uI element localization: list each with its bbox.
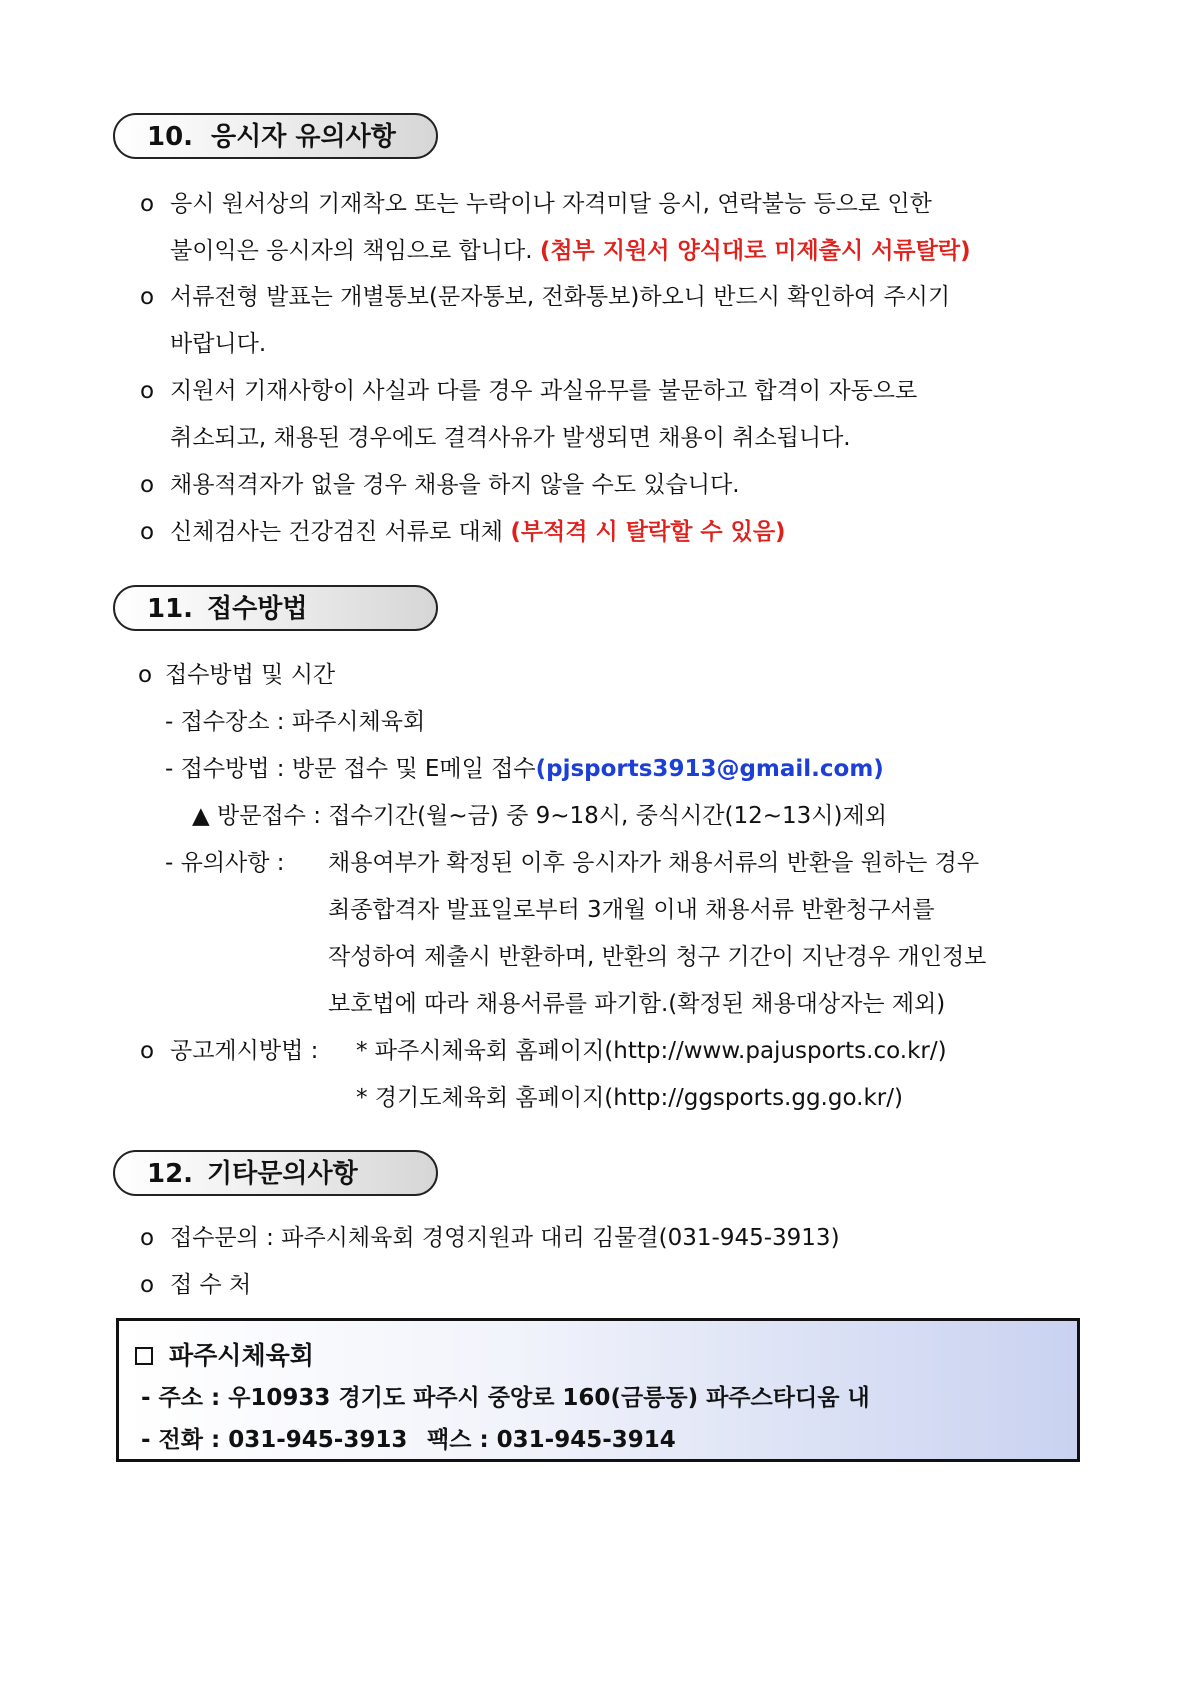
checkbox-square-icon [135, 1347, 153, 1365]
s11-note-line-3: 작성하여 제출시 반환하며, 반환의 청구 기간이 지난경우 개인정보 [328, 944, 987, 970]
s11-note-line-1: 채용여부가 확정된 이후 응시자가 채용서류의 반환을 원하는 경우 [328, 850, 980, 876]
section-11-title: 접수방법 [207, 594, 308, 624]
s11-site-2: * 경기도체육회 홈페이지(http://ggsports.gg.go.kr/) [356, 1085, 903, 1111]
contact-org: 파주시체육회 [169, 1341, 314, 1370]
s10-item-5-red-note: (부적격 시 탈락할 수 있음) [510, 519, 786, 545]
s10-item-1-line-1: 응시 원서상의 기재착오 또는 누락이나 자격미달 응시, 연락불능 등으로 인한 [170, 191, 932, 217]
bullet: o [140, 472, 155, 498]
s11-note-line-2: 최종합격자 발표일로부터 3개월 이내 채용서류 반환청구서를 [328, 897, 935, 923]
triangle-icon: ▲ [192, 803, 210, 829]
s12-inquiry: 접수문의 : 파주시체육회 경영지원과 대리 김물결(031-945-3913) [170, 1225, 840, 1251]
section-12-title: 기타문의사항 [207, 1159, 358, 1189]
section-11-header [113, 585, 438, 631]
contact-fax: 팩스 : 031-945-3914 [427, 1427, 676, 1453]
bullet: o [140, 284, 155, 310]
s12-place: 접 수 처 [170, 1272, 252, 1298]
contact-box [116, 1318, 1080, 1462]
s11-head: 접수방법 및 시간 [165, 662, 336, 688]
section-10-title: 응시자 유의사항 [211, 122, 396, 152]
s11-email: (pjsports3913@gmail.com) [535, 756, 884, 782]
section-10-number: 10. [147, 122, 194, 152]
s10-item-5: 신체검사는 건강검진 서류로 대체 (부적격 시 탈락할 수 있음) [170, 519, 786, 545]
s11-visit: ▲ 방문접수 : 접수기간(월~금) 중 9~18시, 중식시간(12~13시)제외 [192, 803, 887, 829]
s10-item-1-line-2: 불이익은 응시자의 책임으로 합니다. (첨부 지원서 양식대로 미제출시 서류탈락) [170, 238, 971, 264]
bullet: o [140, 1038, 155, 1064]
s10-item-2-line-2: 바랍니다. [170, 331, 267, 357]
contact-address: - 주소 : 우10933 경기도 파주시 중앙로 160(금릉동) 파주스타디움 내 [141, 1385, 870, 1411]
s11-method: - 접수방법 : 방문 접수 및 E메일 접수(pjsports3913@gmail.com) [165, 756, 884, 782]
bullet: o [140, 378, 155, 404]
bullet: o [140, 1225, 155, 1251]
section-11-number: 11. [147, 594, 194, 624]
s10-item-1-red-note: (첨부 지원서 양식대로 미제출시 서류탈락) [539, 238, 971, 264]
s10-item-3-line-1: 지원서 기재사항이 사실과 다를 경우 과실유무를 불문하고 합격이 자동으로 [170, 378, 918, 404]
s10-item-4: 채용적격자가 없을 경우 채용을 하지 않을 수도 있습니다. [170, 472, 740, 498]
contact-phone: - 전화 : 031-945-3913 [141, 1427, 408, 1453]
s11-note-label: - 유의사항 : [165, 850, 285, 876]
s10-item-2-line-1: 서류전형 발표는 개별통보(문자통보, 전화통보)하오니 반드시 확인하여 주시기 [170, 284, 951, 310]
section-10-header [113, 113, 438, 159]
s11-notice-label: 공고게시방법 : [170, 1038, 319, 1064]
bullet: o [138, 662, 153, 688]
s11-note-line-4: 보호법에 따라 채용서류를 파기함.(확정된 채용대상자는 제외) [328, 991, 946, 1017]
bullet: o [140, 191, 155, 217]
section-12-header [113, 1150, 438, 1196]
bullet: o [140, 1272, 155, 1298]
bullet: o [140, 519, 155, 545]
s10-item-3-line-2: 취소되고, 채용된 경우에도 결격사유가 발생되면 채용이 취소됩니다. [170, 425, 851, 451]
s11-place: - 접수장소 : 파주시체육회 [165, 709, 426, 735]
section-12-number: 12. [147, 1159, 194, 1189]
s11-site-1: * 파주시체육회 홈페이지(http://www.pajusports.co.kr/) [356, 1038, 947, 1064]
